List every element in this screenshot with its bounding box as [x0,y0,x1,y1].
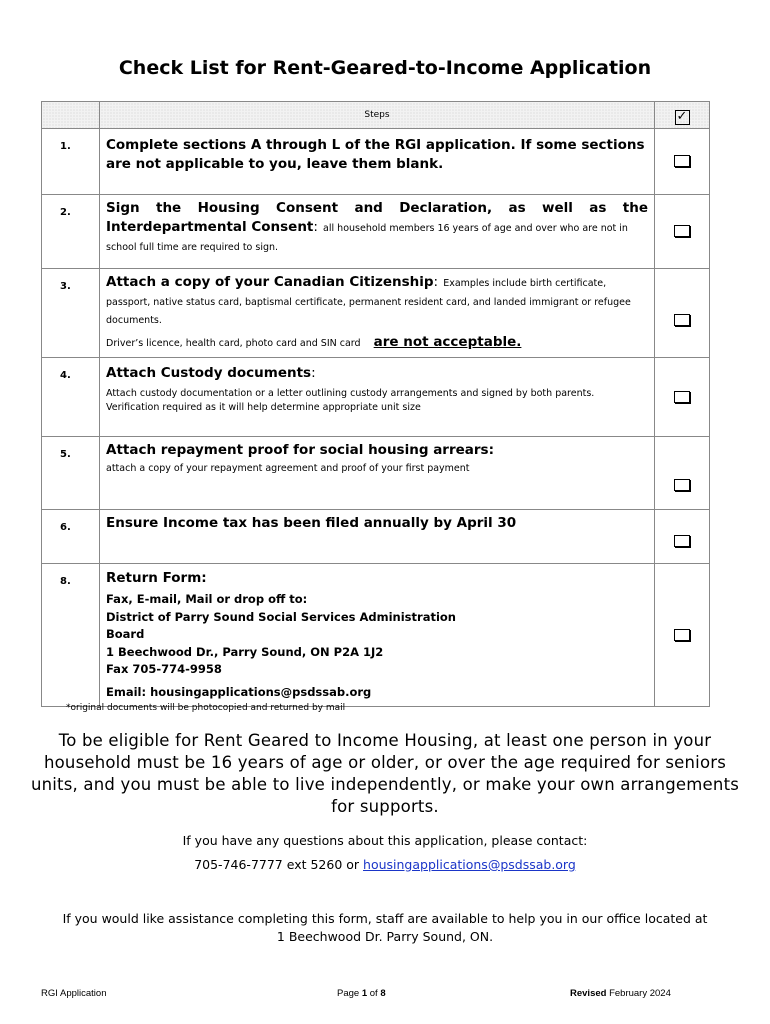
table-row: 2. Sign the Housing Consent and Declaration, as well as the Interdepartmental Consent: all household members 16 years of age and over who are not in school full time are required to sign. [42,195,710,269]
footnote: *original documents will be photocopied and returned by mail [66,703,346,713]
step-number: 6. [42,510,100,564]
step-heading-continued: Interdepartmental Consent [106,219,314,235]
step-detail: Attach custody documentation or a letter outlining custody arrangements and signed by both parents. Verification required as it will help determine appropriate unit size [106,388,595,413]
footer-left: RGI Application [41,988,107,999]
step-number: 8. [42,564,100,707]
table-row [42,510,710,564]
step-heading: Return Form: [106,570,207,586]
step-heading: Attach Custody documents [106,365,312,381]
footer-page: Page 1 of 8 [337,988,386,999]
step-checkbox[interactable] [674,391,690,403]
step-number: 2. [42,195,100,269]
table-row: 4. Attach Custody documents: Attach custody documentation or a letter outlining custody arrangements and signed by both parents. Verification required as it will help determine appropriate unit size [42,358,710,437]
return-address: Fax, E-mail, Mail or drop off to: District of Parry Sound Social Services Administration Board 1 Beechwood Dr., Parry Sound, ON P2A 1J2 Fax 705-774-9958 Email: housingapplications@psdssab.org [106,591,648,701]
table-row: 3. Attach a copy of your Canadian Citizenship: Examples include birth certificate, passport, native status card, baptismal certificate, permanent resident card, and landed immigrant or refugee documents. Driver’s licence, health card, photo card and SIN card are not acceptable. [42,269,710,358]
step-number: 4. [42,358,100,437]
contact-email-link[interactable]: housingapplications@psdssab.org [363,857,576,872]
step-number: 3. [42,269,100,358]
return-email: Email: housingapplications@psdssab.org [106,684,372,699]
contact-phone: 705-746-7777 ext 5260 or [194,857,364,872]
step-heading: Ensure Income tax has been filed annually by April 30 [106,515,517,531]
step-checkbox[interactable] [674,535,690,547]
step-checkbox[interactable] [674,314,690,326]
step-checkbox[interactable] [674,225,690,237]
eligibility-statement: To be eligible for Rent Geared to Income Housing, at least one person in your household must be 16 years of age or older, or over the age required for seniors units, and you must be able to live independently, or make your own arrangements for supports. [30,731,740,816]
footer-revised: Revised February 2024 [570,988,671,999]
step-number: 1. [42,129,100,195]
step-detail: all household members 16 years of age and over who are not in school full time are required to sign. [106,223,628,253]
step-detail: Examples include birth certificate, passport, native status card, baptismal certificate, permanent resident card, and landed immigrant or refugee documents. [106,278,631,326]
questions-text: If you have any questions about this application, please contact: [182,833,588,848]
page-title: Check List for Rent-Geared-to-Income Application [118,57,652,79]
step-heading: Complete sections A through L of the RGI application. If some sections are not applicable to you, leave them blank. [106,137,645,172]
step-detail-note: Driver’s licence, health card, photo card and SIN card [106,338,361,349]
table-row [42,129,710,195]
table-header-row [42,102,710,129]
table-row [42,564,710,707]
step-checkbox[interactable] [674,155,690,167]
step-checkbox[interactable] [674,629,690,641]
step-detail: attach a copy of your repayment agreement and proof of your first payment [106,463,470,474]
assistance-text: If you would like assistance completing this form, staff are available to help you in our office located at 1 Beechwood Dr. Parry Sound, ON. [62,911,708,944]
contact-line [0,857,770,872]
checklist-table [41,101,710,707]
step-heading: Attach repayment proof for social housing arrears: [106,442,494,458]
step-number: 5. [42,437,100,510]
not-acceptable-text: are not acceptable. [373,334,522,350]
table-row [42,437,710,510]
checkbox-checked-icon: ✓ [675,110,690,125]
steps-header: Steps [100,102,655,129]
step-checkbox[interactable] [674,479,690,491]
step-heading: Attach a copy of your Canadian Citizenship [106,274,434,290]
step-heading: Sign the Housing Consent and Declaration, as well as the [106,200,648,216]
